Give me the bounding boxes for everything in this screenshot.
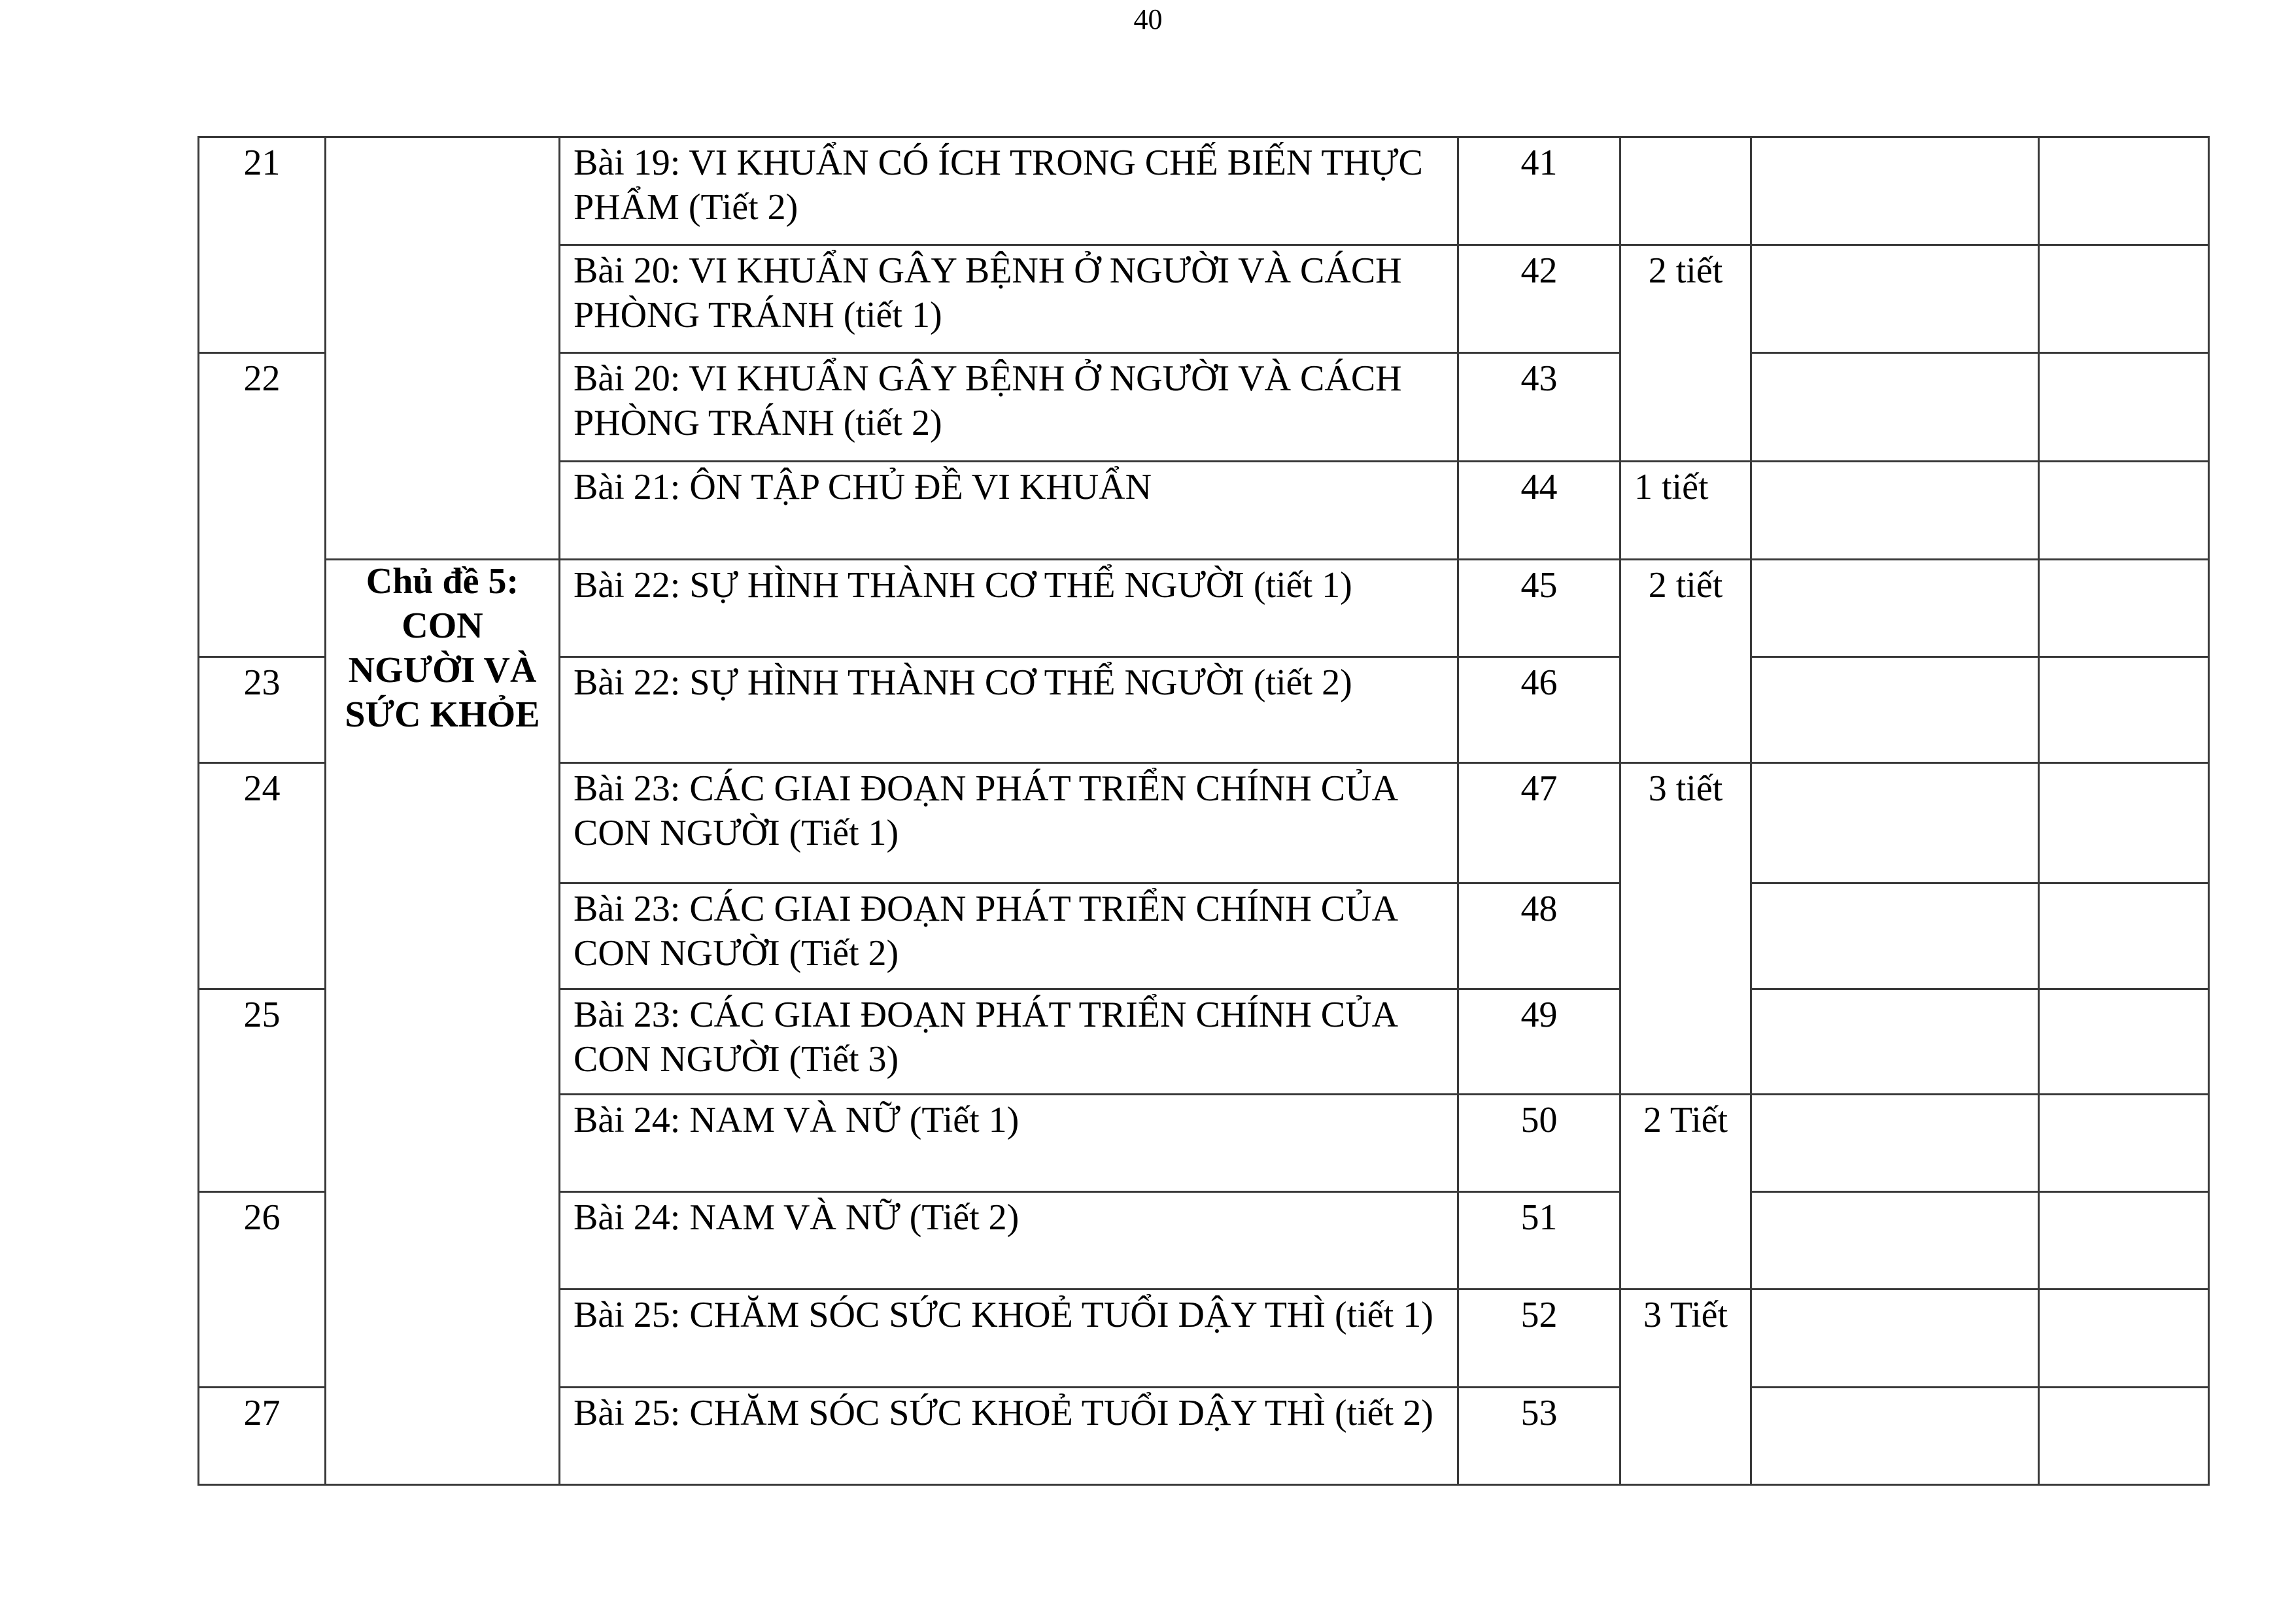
week-cell: 21 [199, 137, 326, 353]
lesson-title: Bài 21: ÔN TẬP CHỦ ĐỀ VI KHUẨN [560, 462, 1458, 560]
empty-cell [2039, 1095, 2209, 1192]
lesson-title: Bài 23: CÁC GIAI ĐOẠN PHÁT TRIỂN CHÍNH CỦA CON NGƯỜI (Tiết 3) [560, 989, 1458, 1095]
lesson-number: 51 [1458, 1192, 1620, 1290]
lesson-title: Bài 20: VI KHUẨN GÂY BỆNH Ở NGƯỜI VÀ CÁCH PHÒNG TRÁNH (tiết 1) [560, 245, 1458, 353]
empty-cell [2039, 462, 2209, 560]
empty-cell [1751, 989, 2039, 1095]
lesson-title: Bài 24: NAM VÀ NỮ (Tiết 1) [560, 1095, 1458, 1192]
empty-cell [2039, 137, 2209, 245]
empty-cell [2039, 657, 2209, 763]
lesson-number: 49 [1458, 989, 1620, 1095]
empty-cell [2039, 763, 2209, 883]
duration-cell: 1 tiết [1620, 462, 1751, 560]
empty-cell [1751, 1290, 2039, 1388]
empty-cell [1751, 657, 2039, 763]
lesson-title: Bài 25: CHĂM SÓC SỨC KHOẺ TUỔI DẬY THÌ (tiết 1) [560, 1290, 1458, 1388]
page-number: 40 [1133, 3, 1163, 35]
topic-cell-continued [326, 137, 560, 560]
empty-cell [2039, 883, 2209, 989]
duration-cell: 2 Tiết [1620, 1095, 1751, 1290]
duration-cell: 3 Tiết [1620, 1290, 1751, 1485]
empty-cell [2039, 1192, 2209, 1290]
lesson-title: Bài 24: NAM VÀ NỮ (Tiết 2) [560, 1192, 1458, 1290]
week-cell: 27 [199, 1388, 326, 1485]
topic-title-text: Chủ đề 5: CON NGƯỜI VÀ SỨC KHỎE [345, 561, 540, 735]
lesson-title: Bài 23: CÁC GIAI ĐOẠN PHÁT TRIỂN CHÍNH CỦA CON NGƯỜI (Tiết 1) [560, 763, 1458, 883]
lesson-title: Bài 25: CHĂM SÓC SỨC KHOẺ TUỔI DẬY THÌ (tiết 2) [560, 1388, 1458, 1485]
duration-cell: 2 tiết [1620, 560, 1751, 763]
empty-cell [1751, 137, 2039, 245]
table-row [199, 137, 2209, 245]
topic-title [326, 560, 560, 1485]
empty-cell [2039, 1290, 2209, 1388]
lesson-title: Bài 20: VI KHUẨN GÂY BỆNH Ở NGƯỜI VÀ CÁCH PHÒNG TRÁNH (tiết 2) [560, 353, 1458, 462]
lesson-title: Bài 22: SỰ HÌNH THÀNH CƠ THỂ NGƯỜI (tiết 1) [560, 560, 1458, 657]
lesson-title: Bài 19: VI KHUẨN CÓ ÍCH TRONG CHẾ BIẾN THỰC PHẨM (Tiết 2) [560, 137, 1458, 245]
lesson-plan-table [197, 136, 2210, 1486]
empty-cell [1751, 245, 2039, 353]
lesson-title: Bài 22: SỰ HÌNH THÀNH CƠ THỂ NGƯỜI (tiết 2) [560, 657, 1458, 763]
empty-cell [1751, 560, 2039, 657]
empty-cell [1751, 763, 2039, 883]
empty-cell [2039, 560, 2209, 657]
lesson-number: 50 [1458, 1095, 1620, 1192]
lesson-number: 52 [1458, 1290, 1620, 1388]
duration-cell [1620, 137, 1751, 245]
lesson-number: 47 [1458, 763, 1620, 883]
empty-cell [1751, 1095, 2039, 1192]
week-cell: 22 [199, 353, 326, 657]
empty-cell [2039, 245, 2209, 353]
lesson-number: 42 [1458, 245, 1620, 353]
table-row [199, 560, 2209, 657]
lesson-number: 45 [1458, 560, 1620, 657]
duration-cell: 2 tiết [1620, 245, 1751, 462]
lesson-number: 44 [1458, 462, 1620, 560]
empty-cell [2039, 1388, 2209, 1485]
empty-cell [1751, 462, 2039, 560]
duration-cell: 3 tiết [1620, 763, 1751, 1095]
lesson-number: 41 [1458, 137, 1620, 245]
week-cell: 26 [199, 1192, 326, 1388]
week-cell: 23 [199, 657, 326, 763]
empty-cell [1751, 353, 2039, 462]
empty-cell [1751, 883, 2039, 989]
week-cell: 25 [199, 989, 326, 1192]
lesson-title: Bài 23: CÁC GIAI ĐOẠN PHÁT TRIỂN CHÍNH CỦA CON NGƯỜI (Tiết 2) [560, 883, 1458, 989]
empty-cell [2039, 989, 2209, 1095]
lesson-number: 46 [1458, 657, 1620, 763]
lesson-number: 53 [1458, 1388, 1620, 1485]
week-cell: 24 [199, 763, 326, 989]
lesson-number: 48 [1458, 883, 1620, 989]
empty-cell [2039, 353, 2209, 462]
empty-cell [1751, 1388, 2039, 1485]
empty-cell [1751, 1192, 2039, 1290]
lesson-number: 43 [1458, 353, 1620, 462]
